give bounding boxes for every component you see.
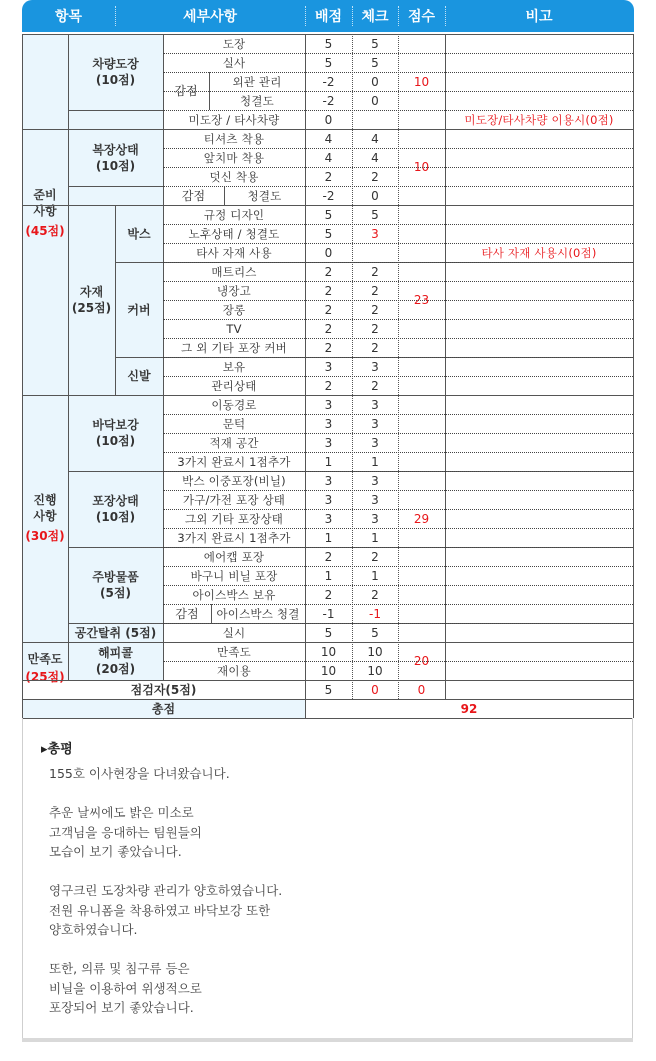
row-max: 2 [324,321,333,336]
row-note [445,566,633,585]
row-check: 3 [371,416,379,431]
review-title: ▸총평 [41,742,73,757]
grid-line [445,452,633,453]
grid-line [445,91,633,92]
grid-line [445,566,633,567]
row-check: 5 [371,207,379,222]
grid-line [445,661,633,662]
grid-line [445,357,633,358]
grid-line [163,661,445,662]
grid-line [163,281,445,282]
grid-line [163,547,445,548]
review-section [22,718,633,1040]
total-score: 92 [460,701,478,716]
row-item: 청결도 [240,93,274,108]
grid-line [352,34,353,699]
group-kitchen: 주방물품 (5점) [92,570,139,600]
grid-line [163,471,445,472]
row-item: 티셔츠 착용 [203,131,265,146]
row-note [445,452,633,471]
column-header: 점수 [407,9,436,25]
grid-line [163,72,445,73]
group-inspector: 점검자(5점) [130,682,197,697]
row-item: 문턱 [222,416,246,431]
group-vehicle: 차량도장 (10점) [92,57,139,87]
row-note [445,547,633,566]
row-note [445,205,633,224]
grid-line [445,509,633,510]
grid-line [445,53,633,54]
row-check: 2 [371,549,379,564]
grid-line [445,34,446,699]
grid-line [445,376,633,377]
grid-line [398,34,399,699]
row-item: 규정 디자인 [203,207,265,222]
grid-line [163,376,445,377]
grid-line [633,34,634,718]
row-item: 보유 [222,359,246,374]
group-floor: 바닥보강 (10점) [92,418,139,448]
row-max: -2 [322,74,335,89]
row-check: 0 [371,93,379,108]
row-note [445,604,633,623]
row-max: 0 [324,245,333,260]
row-check: 0 [371,188,379,203]
row-check: 2 [371,302,379,317]
section-sat-label: 만족도 [27,652,63,666]
row-max: 3 [324,435,333,450]
row-check: 4 [371,131,379,146]
row-note [445,72,633,91]
row-check: 2 [371,321,379,336]
row-check: 2 [371,340,379,355]
row-check: 2 [371,264,379,279]
row-check: 3 [371,359,379,374]
grid-line [445,281,633,282]
row-max: -2 [322,93,335,108]
row-note [445,34,633,53]
row-max: 3 [324,473,333,488]
grid-line [445,471,633,472]
row-check [352,243,398,262]
row-item: 아이스박스 청결 [216,606,300,621]
row-item: 장롱 [222,302,246,317]
row-check: 3 [371,435,379,450]
row-item: 바구니 비닐 포장 [190,568,278,583]
row-max: 4 [324,150,333,165]
row-max: 2 [324,302,333,317]
row-item: 아이스박스 보유 [192,587,276,602]
score-sat: 20 [413,654,430,668]
row-max: 5 [324,226,333,241]
row-note [445,148,633,167]
row-note [445,471,633,490]
row-note [445,186,633,205]
section-prog-points: (30점) [25,529,65,543]
row-note: 미도장/타사차량 이용시(0점) [464,112,614,127]
row-max: 3 [324,511,333,526]
row-check: 5 [371,55,379,70]
grid-line [445,528,633,529]
row-check: 2 [371,378,379,393]
row-item: 3가지 완료시 1점추가 [177,530,291,545]
column-header: 세부사항 [182,9,238,25]
row-max: 5 [324,36,333,51]
grid-line [22,642,633,643]
row-item: TV [226,321,242,336]
row-max: 5 [324,55,333,70]
row-item: 외관 관리 [232,74,282,89]
row-max: 2 [324,264,333,279]
score-uniform: 10 [413,160,430,174]
group-material: 자재 (25점) [71,285,112,315]
grid-line [211,604,212,623]
grid-line [22,205,633,206]
row-check: 5 [371,625,379,640]
grid-line [445,224,633,225]
row-note [445,509,633,528]
row-item: 그 외 기타 포장 커버 [181,340,287,355]
row-max: 0 [324,112,333,127]
row-note [445,167,633,186]
grid-line [22,129,633,130]
grid-line [22,395,633,396]
row-max: 1 [324,530,333,545]
row-max: 3 [324,397,333,412]
row-check: 2 [371,587,379,602]
row-max: 2 [324,283,333,298]
grid-line [445,433,633,434]
grid-line [22,699,633,700]
row-check: 5 [371,36,379,51]
group-uniform: 복장상태 (10점) [92,142,139,173]
row-note [445,319,633,338]
grid-line [163,148,445,149]
grid-line [445,547,633,548]
header-separator [305,6,306,26]
row-check: -1 [369,606,381,621]
row-max: -2 [322,188,335,203]
grid-line [163,319,445,320]
deduct-label: 감점 [181,188,206,203]
grid-line [163,414,445,415]
bottom-border [22,1038,633,1042]
grid-line [68,186,163,187]
grid-line [22,34,633,35]
row-max: 4 [324,131,333,146]
row-item: 타사 자재 사용 [196,245,272,260]
group-happycall: 해피콜 (20점) [95,646,136,676]
review-body: 155호 이사현장을 다녀왔습니다. 추운 날씨에도 밝은 미소로 고객님을 응대하는 팀원들의 모습이 보기 좋았습니다. 영구크린 도장차량 관리가 양호하였습니다. 전원 유니폼을 착용하였고 바닥보강 또한 양호하였습니다. 또한, 의류 및 침구류 등은 비닐을 이용하여 위생적으로 포장되어 보기 좋았습니다. [49,766,283,1015]
row-max: 2 [324,587,333,602]
row-item: 노후상태 / 청결도 [188,226,280,241]
row-item: 가구/가전 포장 상태 [182,492,286,507]
grid-line [445,110,633,111]
row-note [445,262,633,281]
row-item: 만족도 [217,644,251,659]
grid-line [163,490,445,491]
row-note [445,585,633,604]
row-check: 2 [371,169,379,184]
row-check: 10 [367,644,383,659]
row-max: 10 [320,644,337,659]
row-check: 1 [371,454,379,469]
row-item: 청결도 [247,188,282,203]
row-check: 4 [371,150,379,165]
row-max: 5 [324,625,333,640]
row-note: 타사 자재 사용시(0점) [481,245,597,260]
grid-line [445,262,633,263]
row-note [445,661,633,680]
grid-line [163,300,445,301]
row-item: 적재 공간 [209,435,259,450]
group-dust: 공간탈취 (5점) [74,625,157,640]
row-note [445,53,633,72]
grid-line [163,604,445,605]
inspector-check: 0 [371,682,379,697]
score-material: 23 [413,293,430,307]
section-prog-label: 진행 사항 [33,493,57,523]
grid-line [163,338,445,339]
row-check: 3 [371,473,379,488]
score-vehicle: 10 [413,74,430,89]
row-note [445,490,633,509]
score-prog: 29 [413,511,430,526]
grid-line [163,243,445,244]
row-note [445,395,633,414]
grid-line [68,110,163,111]
row-check: 2 [371,283,379,298]
section-prep-points: (45점) [25,224,65,238]
row-max: 3 [324,492,333,507]
header-separator [398,6,399,26]
row-note [445,376,633,395]
row-note [445,224,633,243]
row-check: 3 [371,492,379,507]
column-header: 배점 [314,9,343,25]
grid-line [163,91,445,92]
row-check: 1 [371,568,379,583]
column-header: 항목 [54,9,83,25]
row-check: 10 [367,663,383,678]
row-max: 10 [320,663,337,678]
row-max: 1 [324,454,333,469]
grid-line [163,53,445,54]
grid-line [445,585,633,586]
row-check: 3 [371,397,379,412]
deduct-label: 감점 [174,84,198,98]
subgroup-cover: 커버 [115,262,163,357]
row-item: 앞치마 착용 [203,150,265,165]
row-note [445,642,633,661]
row-item: 그외 기타 포장상태 [184,511,284,526]
grid-line [445,186,633,187]
inspector-score: 0 [417,682,426,697]
grid-line [68,34,69,680]
grid-line [163,357,445,358]
row-check: 3 [371,511,379,526]
inspector-max: 5 [324,682,333,697]
row-item: 이동경로 [211,397,257,412]
row-check: 1 [371,530,379,545]
row-item: 박스 이중포장(비닐) [182,473,286,488]
grid-line [445,72,633,73]
row-check: 0 [371,74,379,89]
row-note [445,129,633,148]
row-item: 미도장 / 타사차량 [188,112,280,127]
grid-line [22,680,633,681]
row-item: 3가지 완료시 1점추가 [177,454,291,469]
grid-line [445,148,633,149]
row-item: 실사 [222,55,246,70]
grid-line [163,186,445,187]
row-item: 덧신 착용 [209,169,259,184]
grid-line [445,414,633,415]
column-header: 비고 [525,9,553,25]
header-separator [115,6,116,26]
row-note [445,623,633,642]
grid-line [445,300,633,301]
grid-line [163,433,445,434]
grid-line [445,319,633,320]
grid-line [115,205,116,395]
grid-line [163,509,445,510]
header-separator [445,6,446,26]
row-item: 관리상태 [211,378,257,393]
row-max: 2 [324,340,333,355]
grid-line [163,110,445,111]
row-max: 2 [324,378,333,393]
row-item: 에어캡 포장 [203,549,265,564]
grid-line [163,224,445,225]
group-packing: 포장상태 (10점) [92,494,139,524]
row-item: 냉장고 [217,283,251,298]
row-check [352,110,398,129]
grid-line [163,566,445,567]
deduct-label: 감점 [175,606,199,621]
row-note [445,91,633,110]
grid-line [445,243,633,244]
section-sat-points: (25점) [25,670,65,684]
row-note [445,300,633,319]
row-note [445,528,633,547]
grid-line [163,528,445,529]
row-max: 3 [324,416,333,431]
row-note [445,357,633,376]
grid-line [445,490,633,491]
grid-line [163,452,445,453]
column-header: 체크 [361,9,389,25]
grid-line [163,623,445,624]
row-max: 5 [324,207,333,222]
row-item: 도장 [222,36,246,51]
grid-line [445,338,633,339]
header-separator [352,6,353,26]
grid-line [22,34,23,718]
row-item: 실시 [222,625,246,640]
row-note [445,338,633,357]
row-max: 2 [324,549,333,564]
grid-line [445,604,633,605]
grid-line [163,167,445,168]
grid-line [445,167,633,168]
subgroup-box: 박스 [115,205,163,262]
row-note [445,281,633,300]
row-check: 3 [371,226,379,241]
row-max: 3 [324,359,333,374]
row-item: 재이용 [217,663,251,678]
grid-line [445,623,633,624]
row-max: -1 [322,606,335,621]
row-max: 1 [324,568,333,583]
section-prep-label: 준비 사항 [33,188,57,218]
subgroup-shoes: 신발 [115,357,163,395]
row-note [445,433,633,452]
grid-line [163,585,445,586]
row-note [445,414,633,433]
grid-line [224,186,225,205]
row-max: 2 [324,169,333,184]
grid-line [163,262,445,263]
row-item: 매트리스 [211,264,257,279]
total-label: 총점 [22,699,305,718]
